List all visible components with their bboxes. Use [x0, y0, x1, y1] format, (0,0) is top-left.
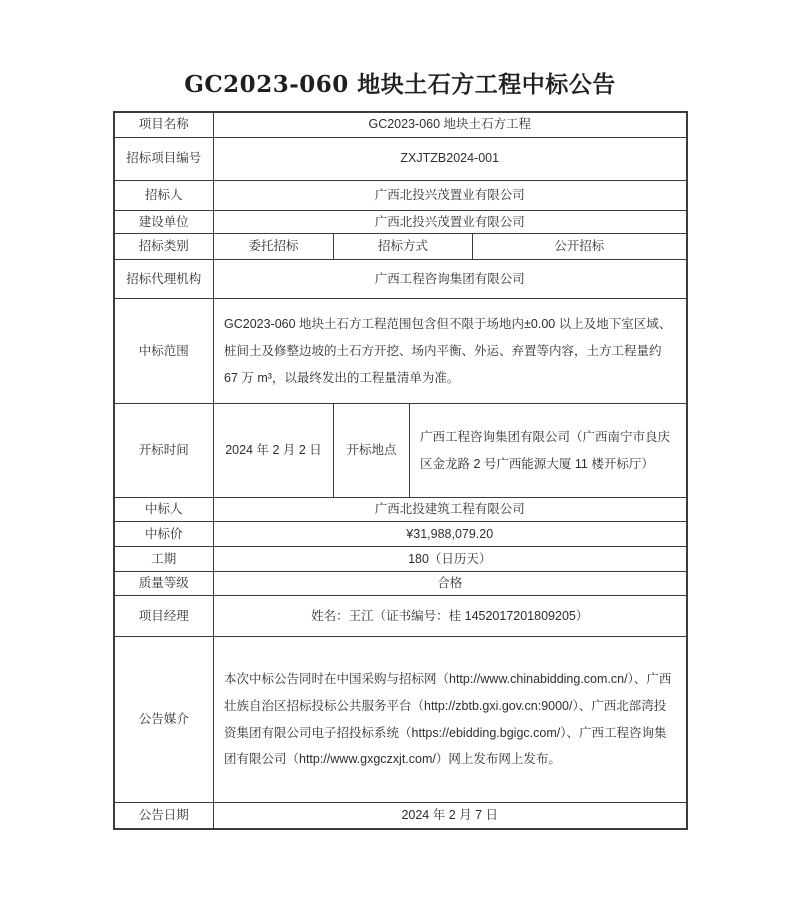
table-row [114, 637, 687, 803]
construction-period-value: 180（日历天） [214, 547, 687, 572]
table-row [114, 180, 687, 210]
project-name-value: GC2023-060 地块土石方工程 [214, 112, 687, 137]
table-row [114, 803, 687, 829]
table-row [114, 137, 687, 180]
project-name-label: 项目名称 [114, 112, 214, 137]
table-row [114, 234, 687, 260]
table-row [114, 260, 687, 299]
bid-opening-place-label: 开标地点 [334, 404, 410, 498]
winning-price-label: 中标价 [114, 522, 214, 547]
tenderee-label: 招标人 [114, 180, 214, 210]
table-row [114, 572, 687, 596]
winning-scope-label: 中标范围 [114, 299, 214, 404]
tender-project-number-value: ZXJTZB2024-001 [214, 137, 687, 180]
table-row [114, 299, 687, 404]
bid-opening-time-value: 2024 年 2 月 2 日 [214, 404, 334, 498]
table-row [114, 547, 687, 572]
announcement-date-value: 2024 年 2 月 7 日 [214, 803, 687, 829]
winning-bidder-label: 中标人 [114, 498, 214, 522]
quality-grade-value: 合格 [214, 572, 687, 596]
bid-opening-time-label: 开标时间 [114, 404, 214, 498]
construction-unit-value: 广西北投兴茂置业有限公司 [214, 210, 687, 234]
table-row [114, 404, 687, 498]
page-title: GC2023-060 地块土石方工程中标公告 [184, 71, 616, 98]
table-row [114, 522, 687, 547]
tender-project-number-label: 招标项目编号 [114, 137, 214, 180]
construction-period-label: 工期 [114, 547, 214, 572]
tender-agency-value: 广西工程咨询集团有限公司 [214, 260, 687, 299]
project-manager-value: 姓名：王江（证书编号：桂 1452017201809205） [214, 596, 687, 637]
tender-category-label: 招标类别 [114, 234, 214, 260]
tenderee-value: 广西北投兴茂置业有限公司 [214, 180, 687, 210]
table-row [114, 112, 687, 137]
announcement-media-value: 本次中标公告同时在中国采购与招标网（http://www.chinabidding.com.cn/）、广西壮族自治区招标投标公共服务平台（http://zbtb.gxi.gov.cn:9000/）、广西北部湾投资集团有限公司电子招投标系统（https://ebidding.bgigc.com/）、广西工程咨询集团有限公司（http://www.gxgczxjt.com/）网上发布网上发布。 [214, 637, 687, 803]
winning-price-value: ¥31,988,079.20 [214, 522, 687, 547]
tender-category-value: 委托招标 [214, 234, 334, 260]
winning-scope-value: GC2023-060 地块土石方工程范围包含但不限于场地内±0.00 以上及地下室区域、桩间土及修整边坡的土石方开挖、场内平衡、外运、弃置等内容，土方工程量约 67 万 m³，以最终发出的工程量清单为准。 [214, 299, 687, 404]
bid-opening-place-value: 广西工程咨询集团有限公司（广西南宁市良庆区金龙路 2 号广西能源大厦 11 楼开标厅） [410, 404, 687, 498]
table-row [114, 210, 687, 234]
table-row [114, 596, 687, 637]
tender-agency-label: 招标代理机构 [114, 260, 214, 299]
table-body [114, 112, 687, 829]
quality-grade-label: 质量等级 [114, 572, 214, 596]
announcement-table [113, 111, 688, 830]
announcement-date-label: 公告日期 [114, 803, 214, 829]
tender-method-label: 招标方式 [334, 234, 473, 260]
tender-method-value: 公开招标 [473, 234, 687, 260]
construction-unit-label: 建设单位 [114, 210, 214, 234]
table-row [114, 498, 687, 522]
project-manager-label: 项目经理 [114, 596, 214, 637]
winning-bidder-value: 广西北投建筑工程有限公司 [214, 498, 687, 522]
announcement-media-label: 公告媒介 [114, 637, 214, 803]
